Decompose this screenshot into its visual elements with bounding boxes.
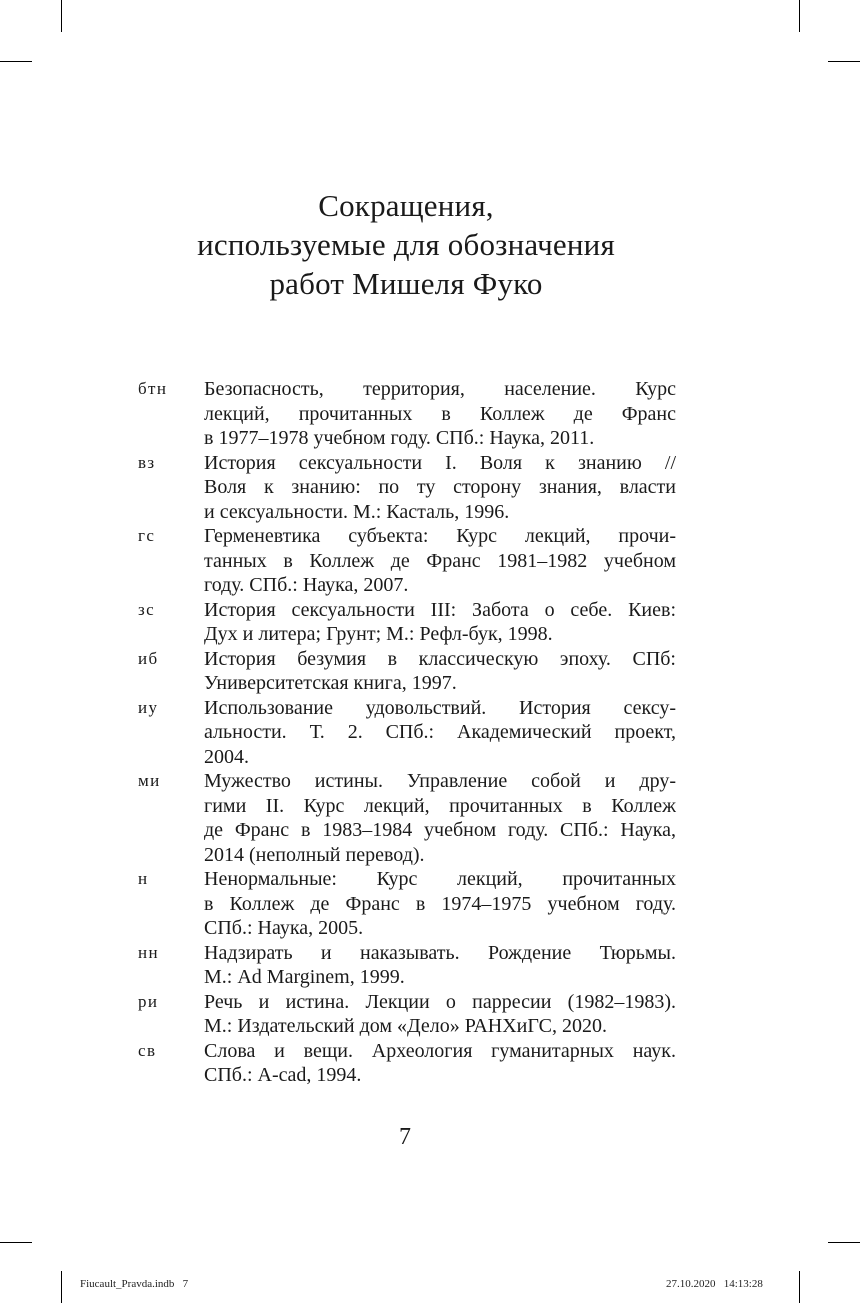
list-item — [138, 451, 678, 525]
entry-line: Ненормальные: Курс лекций, прочитанных — [204, 868, 676, 890]
entry-abbreviation: ри — [138, 991, 159, 1011]
list-item — [138, 769, 678, 867]
list-item — [138, 1039, 678, 1088]
entry-abbreviation: зс — [138, 599, 156, 619]
entry-description — [204, 377, 676, 451]
crop-mark — [828, 1242, 860, 1243]
slug-file: Fiucault_Pravda.indb 7 — [80, 1278, 189, 1290]
entry-line: в 1977–1978 учебном году. СПб.: Наука, 2011. — [204, 427, 595, 449]
entry-abbreviation: иб — [138, 648, 159, 668]
entry-line: лекций, прочитанных в Коллеж де Франс — [204, 402, 676, 425]
entry-line: Надзирать и наказывать. Рождение Тюрьмы. — [204, 941, 676, 964]
entry-description — [204, 524, 676, 598]
crop-mark — [0, 61, 32, 62]
entry-line: Университетская книга, 1997. — [204, 672, 457, 694]
entry-abbreviation: нн — [138, 942, 159, 962]
entry-line: 2014 (неполный перевод). — [204, 843, 425, 866]
page-number: 7 — [399, 1124, 411, 1150]
entry-abbreviation: св — [138, 1040, 157, 1060]
title-line: используемые для обозначения — [197, 227, 615, 262]
entry-abbreviation: ми — [138, 771, 161, 790]
entry-line: СПб.: Наука, 2005. — [204, 917, 364, 939]
entry-abbreviation: иу — [138, 697, 159, 717]
crop-mark — [799, 1271, 800, 1303]
entry-line: танных в Коллеж де Франс 1981–1982 учебном — [204, 549, 676, 572]
entry-abbreviation: вз — [138, 452, 156, 472]
crop-mark — [828, 61, 860, 62]
entry-description — [204, 647, 676, 696]
entry-description — [204, 990, 676, 1039]
page-title — [100, 186, 712, 303]
list-item — [138, 696, 678, 770]
entry-line: Безопасность, территория, население. Курс — [204, 378, 676, 400]
entry-abbreviation: бтн — [138, 379, 168, 398]
crop-mark — [0, 1242, 32, 1243]
list-item — [138, 598, 678, 647]
entry-line: Дух и литера; Грунт; М.: Рефл-бук, 1998. — [204, 623, 553, 645]
entry-line: в Коллеж де Франс в 1974–1975 учебном году. — [204, 892, 676, 915]
entry-description — [204, 769, 676, 867]
entry-abbreviation: н — [138, 869, 149, 888]
list-item — [138, 990, 678, 1039]
entry-line: М.: Ad Marginem, 1999. — [204, 966, 405, 988]
entry-description — [204, 696, 676, 770]
abbreviation-list — [138, 377, 678, 1088]
entry-line: Использование удовольствий. История сексу- — [204, 696, 676, 719]
entry-description — [204, 941, 676, 990]
entry-line: де Франс в 1983–1984 учебном году. СПб.: Наука, — [204, 819, 676, 841]
entry-line: альности. Т. 2. СПб.: Академический проект, — [204, 721, 676, 743]
entry-line: Слова и вещи. Археология гуманитарных наук. — [204, 1039, 676, 1062]
entry-description — [204, 451, 676, 525]
crop-mark — [61, 0, 62, 32]
entry-line: и сексуальности. М.: Касталь, 1996. — [204, 500, 510, 523]
entry-line: гими II. Курс лекций, прочитанных в Коллеж — [204, 794, 676, 817]
list-item — [138, 524, 678, 598]
slug-datetime: 27.10.2020 14:13:28 — [666, 1278, 763, 1290]
entry-line: 2004. — [204, 745, 249, 768]
entry-line: году. СПб.: Наука, 2007. — [204, 574, 409, 596]
entry-line: Воля к знанию: по ту сторону знания, власти — [204, 476, 676, 498]
list-item — [138, 867, 678, 941]
list-item — [138, 377, 678, 451]
entry-line: История безумия в классическую эпоху. СПб: — [204, 647, 676, 670]
entry-line: Герменевтика субъекта: Курс лекций, прочи- — [204, 525, 676, 547]
list-item — [138, 941, 678, 990]
entry-line: Мужество истины. Управление собой и дру- — [204, 770, 676, 792]
entry-line: СПб.: A-cad, 1994. — [204, 1064, 362, 1086]
crop-mark — [799, 0, 800, 32]
title-line: работ Мишеля Фуко — [269, 266, 543, 301]
entry-description — [204, 1039, 676, 1088]
entry-description — [204, 598, 676, 647]
crop-mark — [61, 1271, 62, 1303]
title-line: Сокращения, — [318, 188, 494, 223]
entry-abbreviation: гс — [138, 526, 156, 545]
list-item — [138, 647, 678, 696]
entry-line: История сексуальности III: Забота о себе. Киев: — [204, 598, 676, 621]
entry-line: Речь и истина. Лекции о парресии (1982–1983). — [204, 990, 676, 1013]
entry-line: История сексуальности I. Воля к знанию // — [204, 451, 676, 474]
entry-description — [204, 867, 676, 941]
entry-line: М.: Издательский дом «Дело» РАНХиГС, 2020. — [204, 1015, 608, 1037]
